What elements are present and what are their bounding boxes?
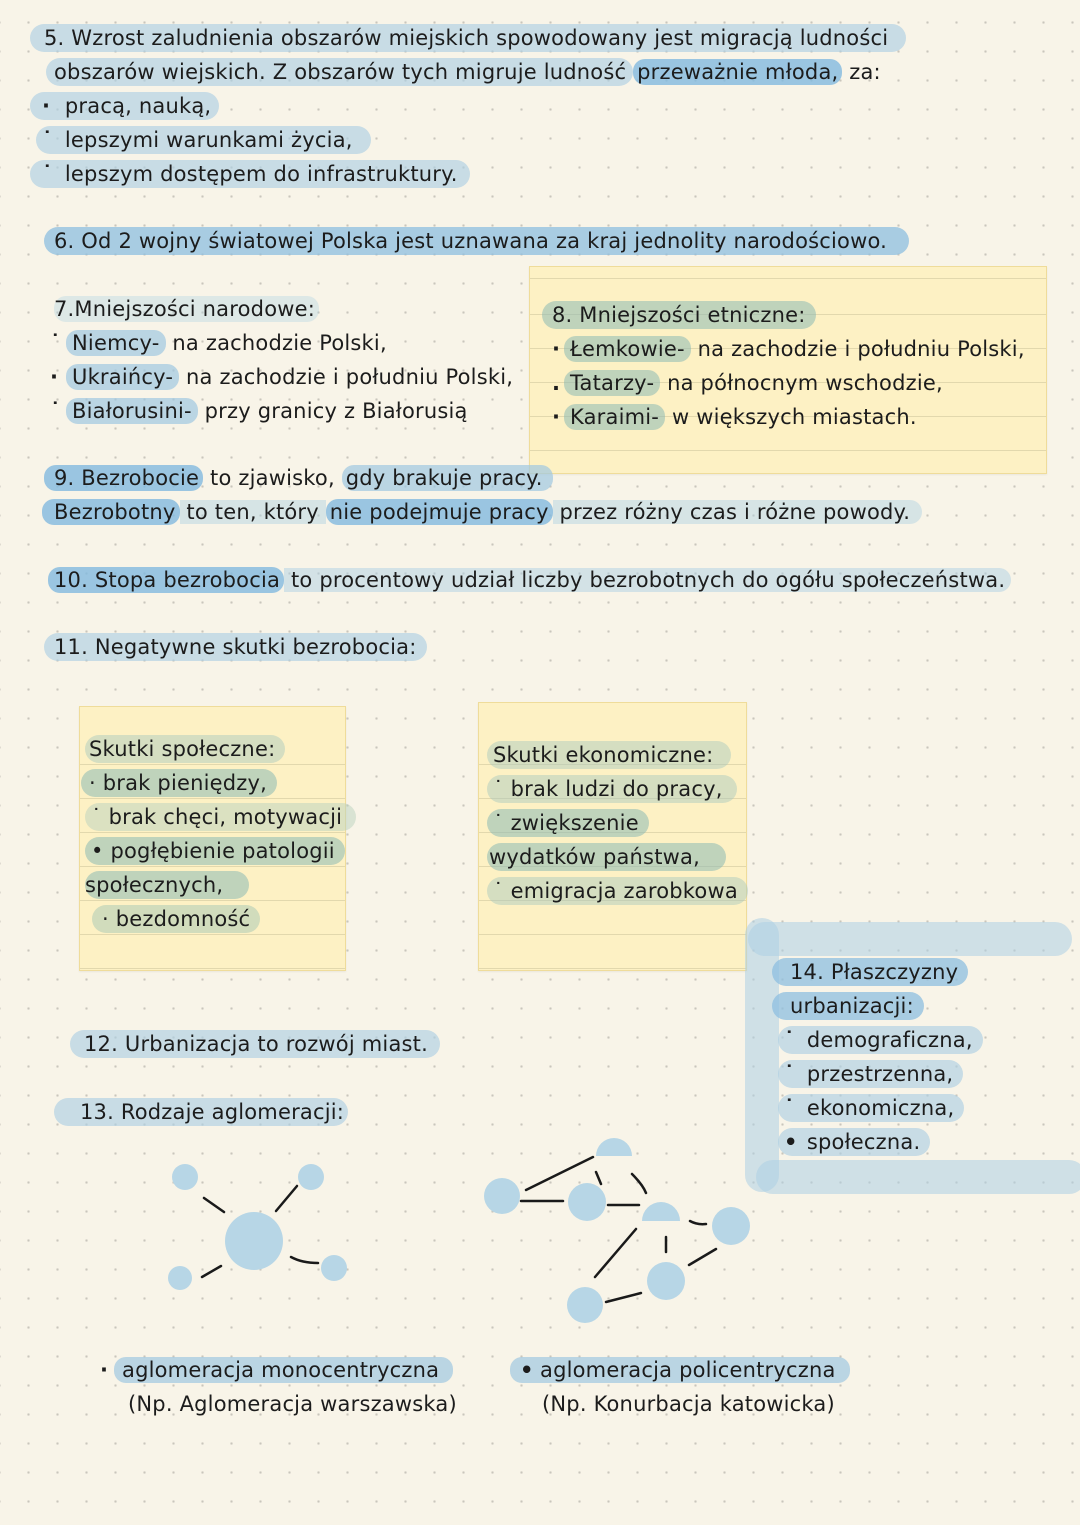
minority-term: Niemcy-	[66, 330, 166, 356]
section14-title-2	[790, 992, 924, 1020]
section14-frame-left	[745, 918, 779, 1192]
bullet-icon: •	[520, 1358, 534, 1382]
ethnic-term: Karaimi-	[564, 404, 665, 430]
bullet-icon: ˙	[784, 1028, 795, 1052]
agglomeration-type-name: aglomeracja monocentryczna	[114, 1357, 453, 1383]
minority-term: Ukraińcy-	[66, 364, 179, 390]
section10-definition	[54, 566, 1011, 594]
unemployed-term: Bezrobotny	[42, 499, 180, 525]
section5-line2	[54, 58, 881, 86]
agglomeration-example-text: (Np. Konurbacja katowicka)	[542, 1392, 835, 1416]
economic-effect-text: ˙ brak ludzi do pracy,	[487, 775, 737, 803]
social-effects-note	[79, 706, 346, 971]
bullet-icon: ˙	[42, 162, 53, 186]
economic-effects-title	[493, 741, 731, 769]
agglomeration-type-monocentric	[100, 1356, 453, 1384]
minority-desc: przy granicy z Białorusią	[197, 399, 468, 423]
minority-desc: na zachodzie i południu Polski,	[179, 365, 514, 389]
agglomeration-example-monocentric	[128, 1390, 457, 1418]
section5-line1	[40, 24, 906, 52]
social-effect-item	[85, 871, 249, 899]
section13-title	[80, 1098, 348, 1126]
economic-effect-item	[493, 809, 649, 837]
section7-item-2	[50, 363, 513, 391]
section13-title-text: 13. Rodzaje aglomeracji:	[54, 1098, 348, 1126]
section9-line2-highlight: nie podejmuje pracy	[326, 499, 553, 525]
ethnic-minorities-note	[529, 266, 1047, 474]
section7-title-text: 7.Mniejszości narodowe:	[54, 296, 319, 322]
section10-rest: to procentowy udział liczby bezrobotnych do ogółu społeczeństwa.	[284, 568, 1011, 592]
ethnic-term: Łemkowie-	[564, 336, 691, 362]
section9-line1-highlight: gdy brakuje pracy.	[342, 465, 553, 491]
section7-title	[54, 295, 319, 323]
agglomeration-type-polycentric	[520, 1356, 850, 1384]
section8-item-2	[552, 369, 943, 397]
bullet-icon: ·	[552, 337, 561, 361]
social-effects-title	[89, 735, 285, 763]
bullet-icon: ·	[552, 405, 561, 429]
bullet-text: lepszym dostępem do infrastruktury.	[64, 162, 458, 186]
section9-line1-mid: to zjawisko,	[203, 466, 342, 490]
bullet-icon: ·	[50, 365, 59, 389]
section9-line2	[54, 498, 922, 526]
bullet-text: pracą, nauką,	[64, 94, 212, 118]
ethnic-desc: na północnym wschodzie,	[660, 371, 943, 395]
agglomeration-example-polycentric	[542, 1390, 835, 1418]
urbanization-dimension: demograficzna,	[806, 1028, 973, 1052]
bullet-icon: ˙	[50, 399, 61, 423]
section5-line2-highlight: przeważnie młoda,	[633, 59, 842, 85]
social-effect-item	[92, 905, 260, 933]
economic-effects-note	[478, 702, 747, 971]
agglomeration-example-text: (Np. Aglomeracja warszawska)	[128, 1392, 457, 1416]
unemployment-term: 9. Bezrobocie	[44, 465, 203, 491]
economic-effect-text: wydatków państwa,	[487, 843, 726, 871]
section5-bullet-3	[40, 160, 470, 188]
section12-definition	[80, 1030, 440, 1058]
section14-title2-text: urbanizacji:	[772, 992, 924, 1020]
section12-text: 12. Urbanizacja to rozwój miast.	[70, 1030, 440, 1058]
section8-item-1	[552, 335, 1025, 363]
social-effect-text: • pogłębienie patologii	[85, 837, 345, 865]
economic-effect-item	[489, 843, 726, 871]
social-effect-item	[89, 803, 356, 831]
section9-line2-mid: to ten, który	[179, 500, 326, 524]
section6-text: 6. Od 2 wojny światowej Polska jest uznawana za kraj jednolity narodościowo.	[44, 227, 909, 255]
social-effect-item	[89, 769, 277, 797]
section5-line1-text: 5. Wzrost zaludnienia obszarów miejskich spowodowany jest migracją ludności	[30, 24, 906, 52]
urbanization-dimension: ekonomiczna,	[806, 1096, 955, 1120]
bullet-icon: ·	[42, 94, 51, 118]
section9-line2-suffix: przez różny czas i różne powody.	[553, 500, 923, 524]
section14-title1-text: 14. Płaszczyzny	[772, 958, 968, 986]
economic-title-text: Skutki ekonomiczne:	[487, 741, 731, 769]
bullet-icon: ˙	[784, 1062, 795, 1086]
section14-frame-top	[748, 922, 1072, 956]
social-effect-text: · brak pieniędzy,	[81, 769, 277, 797]
minority-term: Białorusini-	[66, 398, 198, 424]
section14-item	[784, 1060, 963, 1088]
social-effect-text: · bezdomność	[92, 905, 260, 933]
section8-item-3	[552, 403, 917, 431]
section8-title	[542, 301, 816, 329]
economic-effect-text: ˙ emigracja zarobkowa	[487, 877, 748, 905]
section14-item	[784, 1094, 964, 1122]
unemployment-rate-term: 10. Stopa bezrobocia	[48, 567, 284, 593]
social-title-text: Skutki społeczne:	[85, 735, 285, 763]
section6-statement	[52, 227, 909, 255]
section8-title-text: 8. Mniejszości etniczne:	[542, 301, 816, 329]
section14-title-1	[790, 958, 968, 986]
section14-item	[784, 1026, 983, 1054]
bullet-icon: ·	[100, 1358, 109, 1382]
urbanization-dimension: przestrzenna,	[806, 1062, 954, 1086]
bullet-icon: ˙	[42, 128, 53, 152]
economic-effect-item	[493, 775, 737, 803]
social-effect-item	[89, 837, 345, 865]
section7-item-3	[50, 397, 468, 425]
section14-item	[784, 1128, 930, 1156]
section5-line2-suffix: za:	[842, 60, 881, 84]
bullet-icon: ˙	[784, 1096, 795, 1120]
ethnic-term: Tatarzy-	[564, 370, 660, 396]
section11-title	[54, 633, 427, 661]
ethnic-desc: w większych miastach.	[665, 405, 917, 429]
economic-effect-item	[493, 877, 748, 905]
urbanization-dimension: społeczna.	[806, 1130, 921, 1154]
agglomeration-type-name: aglomeracja policentryczna	[540, 1358, 836, 1382]
minority-desc: na zachodzie Polski,	[165, 331, 387, 355]
economic-effect-text: ˙ zwiększenie	[487, 809, 649, 837]
bullet-text: lepszymi warunkami życia,	[64, 128, 353, 152]
social-effect-text: ˙ brak chęci, motywacji	[85, 803, 356, 831]
social-effect-text: społecznych,	[85, 871, 249, 899]
bullet-icon: •	[784, 1130, 798, 1154]
section5-bullet-1	[40, 92, 219, 120]
section14-frame-bottom	[756, 1160, 1080, 1194]
section5-line2-prefix: obszarów wiejskich. Z obszarów tych migruje ludność	[46, 58, 633, 86]
bullet-icon: .	[552, 371, 561, 395]
bullet-icon: ˙	[50, 331, 61, 355]
section9-line1	[54, 464, 553, 492]
section7-item-1	[50, 329, 387, 357]
ethnic-desc: na zachodzie i południu Polski,	[690, 337, 1025, 361]
section5-bullet-2	[42, 126, 371, 154]
section11-title-text: 11. Negatywne skutki bezrobocia:	[44, 633, 427, 661]
